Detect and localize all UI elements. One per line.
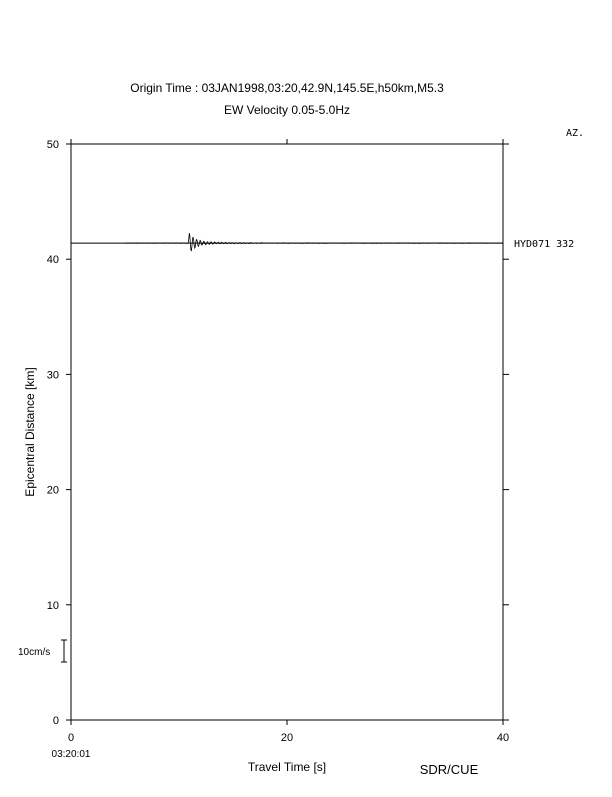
scale-bar-label: 10cm/s (18, 647, 51, 658)
chart-title: Origin Time : 03JAN1998,03:20,42.9N,145.5E,h50km,M5.3 (130, 81, 444, 95)
y-axis (47, 139, 509, 727)
start-time-label: 03:20:01 (51, 749, 91, 760)
azimuth-header: AZ. (565, 128, 584, 139)
y-tick-label: 0 (52, 715, 59, 727)
y-tick-label: 10 (46, 599, 59, 612)
traces (71, 233, 574, 251)
chart-subtitle: EW Velocity 0.05-5.0Hz (223, 103, 351, 117)
y-tick-label: 30 (46, 369, 59, 382)
y-tick-label: 50 (46, 139, 59, 151)
x-axis-label: Travel Time [s] (247, 760, 327, 774)
x-tick-label: 20 (280, 732, 294, 744)
y-tick-label: 20 (46, 484, 59, 497)
y-tick-label: 40 (46, 254, 59, 267)
credit-label: SDR/CUE (419, 762, 479, 777)
x-tick-label: 40 (496, 732, 510, 744)
seismogram-trace (125, 233, 503, 251)
x-tick-label: 0 (67, 732, 75, 744)
velocity-scale-bar (61, 640, 67, 662)
y-axis-label: Epicentral Distance [km] (23, 367, 37, 497)
x-axis (68, 139, 509, 744)
station-label: HYD071 332 (514, 239, 575, 251)
plot-frame (71, 144, 503, 720)
